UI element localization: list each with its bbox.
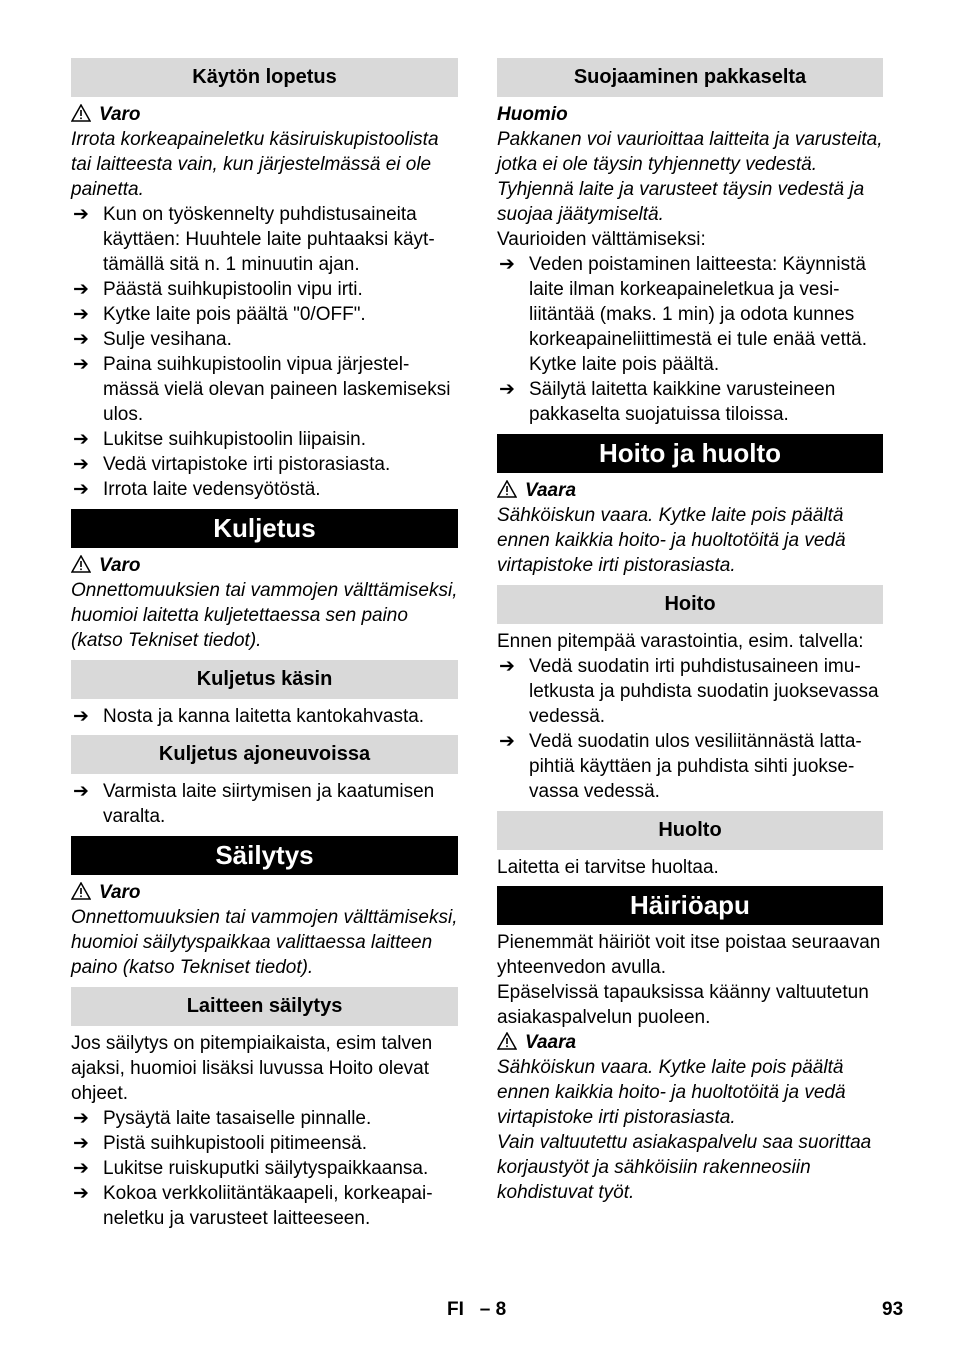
list-item: ➔ Sulje vesihana. [73, 328, 232, 350]
list-item: ➔ Kun on työskennelty puhdistusaineita käyttäen: Huuhtele laite puhtaaksi käyttämällä sitä n. 1 minuutin ajan. [73, 203, 435, 275]
suojaaminen-list [497, 252, 883, 427]
body-text: Ennen pitempää varastointia, esim. talvella: [497, 631, 864, 652]
arrow-right-icon: ➔ [73, 705, 89, 727]
arrow-right-icon: ➔ [73, 1182, 89, 1204]
arrow-right-icon: ➔ [73, 780, 89, 802]
warning-triangle-icon [497, 480, 517, 498]
note-label: Huomio [497, 104, 568, 125]
left-column [71, 58, 458, 1231]
list-item: ➔ Pistä suihkupistooli pitimeensä. [73, 1132, 368, 1154]
warning-text: Sähköiskun vaara. Kytke laite pois päältä ennen kaikkia hoito- ja huoltotöitä ja vedä virtapistoke irti pistorasiasta. [497, 1057, 846, 1128]
list-item: ➔ Veden poistaminen laitteesta: Käynnistä laite ilman korkeapaineletkua ja vesiliitäntää (maks. 1 min) ja odota kunnes korkeapaineliittimestä ei tule enää vettä. Kytke laite pois päältä. [499, 253, 867, 375]
arrow-right-icon: ➔ [73, 428, 89, 450]
laitteen-sailytys-list [71, 1106, 458, 1231]
warning-block [497, 1030, 883, 1205]
warning-label: Varo [99, 104, 141, 125]
chapter-heading-kuljetus: Kuljetus [71, 509, 458, 548]
warning-block [71, 553, 458, 653]
list-item: ➔ Pysäytä laite tasaiselle pinnalle. [73, 1107, 372, 1129]
arrow-right-icon: ➔ [499, 378, 515, 400]
chapter-heading-sailytys: Säilytys [71, 836, 458, 875]
warning-text: Onnettomuuksien tai vammojen välttämiseksi, huomioi säilytyspaikkaa valittaessa laitteen paino (katso Tekniset tiedot). [71, 907, 458, 978]
body-text: Epäselvissä tapauksissa käänny valtuutetun asiakaspalvelun puoleen. [497, 982, 869, 1028]
list-item: ➔ Päästä suihkupistoolin vipu irti. [73, 278, 363, 300]
section-heading-laitteen-sailytys: Laitteen säilytys [71, 987, 458, 1026]
list-item: ➔ Lukitse ruiskuputki säilytyspaikkaansa. [73, 1157, 429, 1179]
warning-triangle-icon [497, 1032, 517, 1050]
arrow-right-icon: ➔ [73, 203, 89, 225]
kuljetus-ajoneuvoissa-list [71, 779, 458, 829]
warning-text: Onnettomuuksien tai vammojen välttämiseksi, huomioi laitetta kuljetettaessa sen paino (katso Tekniset tiedot). [71, 580, 458, 651]
body-text: Pienemmät häiriöt voit itse poistaa seuraavan yhteenvedon avulla. [497, 932, 881, 978]
warning-triangle-icon [71, 555, 91, 573]
list-item: ➔ Nosta ja kanna laitetta kantokahvasta. [73, 705, 425, 727]
warning-triangle-icon [71, 882, 91, 900]
warning-label: Vaara [525, 1032, 577, 1053]
arrow-right-icon: ➔ [73, 453, 89, 475]
arrow-right-icon: ➔ [73, 1157, 89, 1179]
section-heading-huolto: Huolto [497, 811, 883, 850]
chapter-heading-hoito-ja-huolto: Hoito ja huolto [497, 434, 883, 473]
list-item: ➔ Lukitse suihkupistoolin liipaisin. [73, 428, 366, 450]
hoito-list [497, 654, 883, 804]
list-item: ➔ Kokoa verkkoliitäntäkaapeli, korkeapaineletku ja varusteet laitteeseen. [73, 1182, 433, 1229]
list-item: ➔ Varmista laite siirtymisen ja kaatumisen varalta. [73, 780, 435, 827]
note-block [497, 102, 883, 227]
arrow-right-icon: ➔ [73, 328, 89, 350]
arrow-right-icon: ➔ [73, 278, 89, 300]
warning-text: Vain valtuutettu asiakaspalvelu saa suorittaa korjaustyöt ja sähköisiin rakenneosiin kohdistuvat työt. [497, 1132, 872, 1203]
list-item: ➔ Vedä suodatin ulos vesiliitännästä lattapihtiä käyttäen ja puhdista sihti juoksevassa vedessä. [499, 730, 862, 802]
body-text: Vaurioiden välttämiseksi: [497, 229, 706, 250]
warning-label: Varo [99, 882, 141, 903]
list-item: ➔ Vedä virtapistoke irti pistorasiasta. [73, 453, 391, 475]
arrow-right-icon: ➔ [73, 1107, 89, 1129]
arrow-right-icon: ➔ [73, 478, 89, 500]
list-item: ➔ Kytke laite pois päältä "0/OFF". [73, 303, 366, 325]
section-heading-kuljetus-ajoneuvoissa: Kuljetus ajoneuvoissa [71, 735, 458, 774]
section-heading-suojaaminen-pakkaselta: Suojaaminen pakkaselta [497, 58, 883, 97]
warning-text: Irrota korkeapaineletku käsiruiskupistoolista tai laitteesta vain, kun järjestelmässä ei ole painetta. [71, 129, 439, 200]
warning-text: Sähköiskun vaara. Kytke laite pois päältä ennen kaikkia hoito- ja huoltotöitä ja vedä virtapistoke irti pistorasiasta. [497, 505, 846, 576]
footer-language-page: FI – 8 [447, 1299, 507, 1320]
arrow-right-icon: ➔ [499, 730, 515, 752]
warning-triangle-icon [71, 104, 91, 122]
warning-block [497, 478, 883, 578]
warning-label: Vaara [525, 480, 577, 501]
chapter-heading-hairioapu: Häiriöapu [497, 886, 883, 925]
section-heading-kuljetus-kasin: Kuljetus käsin [71, 660, 458, 699]
kuljetus-kasin-list [71, 704, 458, 729]
kayton-lopetus-list [71, 202, 458, 502]
section-heading-kayton-lopetus: Käytön lopetus [71, 58, 458, 97]
list-item: ➔ Vedä suodatin irti puhdistusaineen imuletkusta ja puhdista suodatin juoksevassa vedessä. [499, 655, 879, 727]
warning-label: Varo [99, 555, 141, 576]
body-text: Laitetta ei tarvitse huoltaa. [497, 857, 719, 878]
warning-block [71, 102, 458, 202]
arrow-right-icon: ➔ [73, 353, 89, 375]
section-heading-hoito: Hoito [497, 585, 883, 624]
body-text: Jos säilytys on pitempiaikaista, esim talven ajaksi, huomioi lisäksi luvussa Hoito olevat ohjeet. [71, 1033, 433, 1104]
arrow-right-icon: ➔ [73, 303, 89, 325]
warning-block [71, 880, 458, 980]
list-item: ➔ Paina suihkupistoolin vipua järjestelmässä vielä olevan paineen laskemiseksi ulos. [73, 353, 451, 425]
note-text: Pakkanen voi vaurioittaa laitteita ja varusteita, jotka ei ole täysin tyhjennetty vedestä. Tyhjennä laite ja varusteet täysin vedestä ja suojaa jäätymiseltä. [497, 129, 883, 225]
list-item: ➔ Irrota laite vedensyötöstä. [73, 478, 321, 500]
page-number: 93 [882, 1299, 904, 1320]
arrow-right-icon: ➔ [73, 1132, 89, 1154]
arrow-right-icon: ➔ [499, 253, 515, 275]
arrow-right-icon: ➔ [499, 655, 515, 677]
right-column [497, 58, 883, 1205]
list-item: ➔ Säilytä laitetta kaikkine varusteineen pakkaselta suojatuissa tiloissa. [499, 378, 836, 425]
